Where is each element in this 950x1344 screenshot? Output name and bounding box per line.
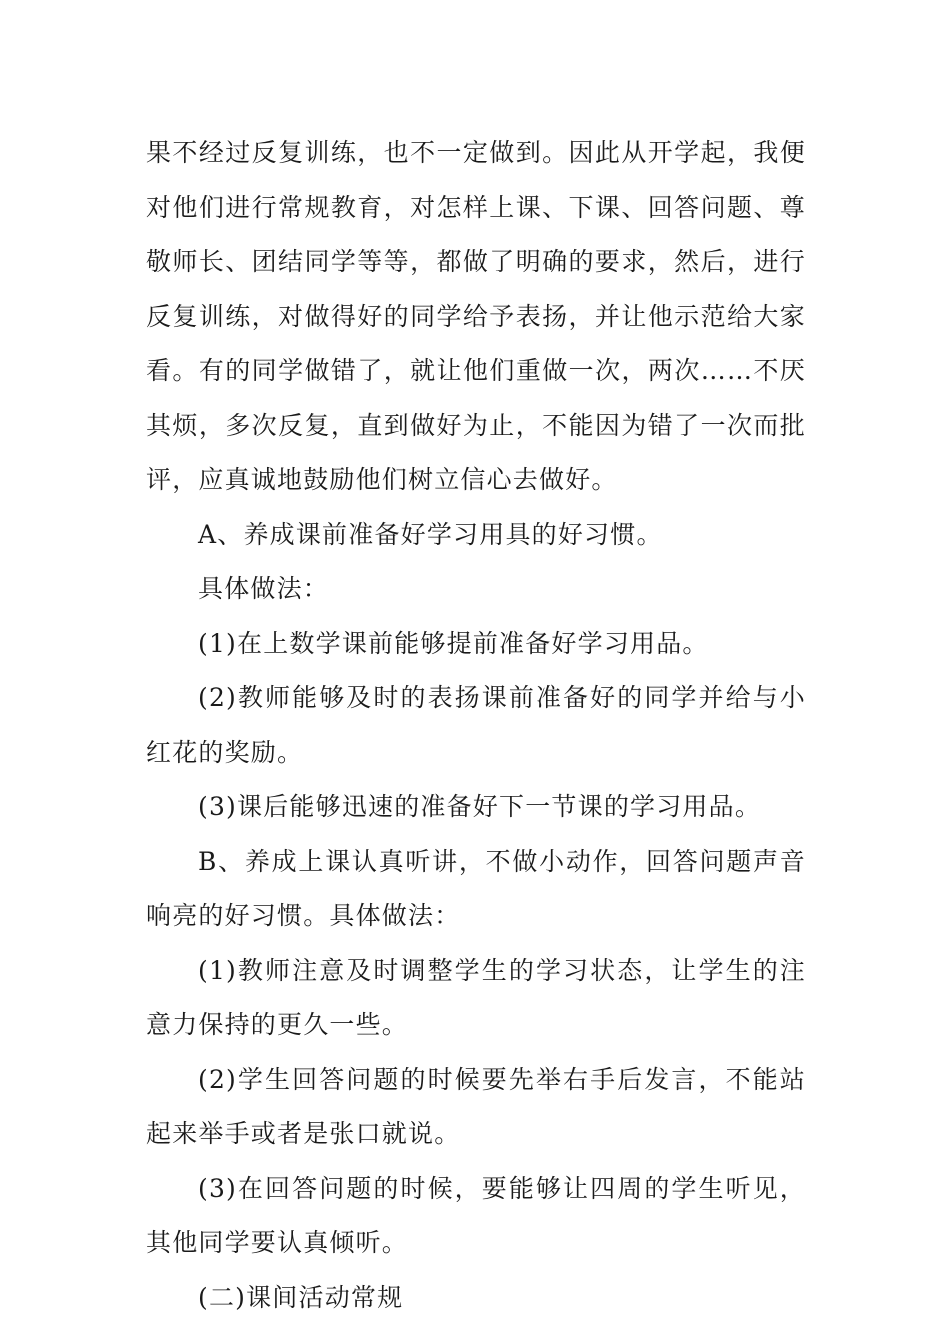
paragraph-b-item-2: (2)学生回答问题的时候要先举右手后发言，不能站起来举手或者是张口就说。 <box>146 1064 806 1148</box>
section-heading-recess: (二)课间活动常规 <box>198 1282 404 1312</box>
paragraph-a-item-3: (3)课后能够迅速的准备好下一节课的学习用品。 <box>198 792 762 821</box>
paragraph-a-item-1: (1)在上数学课前能够提前准备好学习用品。 <box>198 628 709 658</box>
paragraph-habit-a: A、养成课前准备好学习用具的好习惯。 <box>198 519 663 549</box>
paragraph-method-heading: 具体做法： <box>198 574 330 603</box>
paragraph-a-item-2: (2)教师能够及时的表扬课前准备好的同学并给与小红花的奖励。 <box>146 683 806 767</box>
paragraph-b-item-1: (1)教师注意及时调整学生的学习状态，让学生的注意力保持的更久一些。 <box>146 955 806 1039</box>
paragraph-continuation: 果不经过反复训练，也不一定做到。因此从开学起，我便对他们进行常规教育，对怎样上课、下课、回答问题、尊敬师长、团结同学等等，都做了明确的要求，然后，进行反复训练，对做得好的同学给予表扬，并让他示范给大家看。有的同学做错了，就让他们重做一次，两次……不厌其烦，多次反复，直到做好为止，不能因为错了一次而批评，应真诚地鼓励他们树立信心去做好。 <box>146 138 806 494</box>
paragraph-habit-b: B、养成上课认真听讲，不做小动作，回答问题声音响亮的好习惯。具体做法： <box>146 846 806 930</box>
document-body <box>146 126 806 1325</box>
paragraph-b-item-3: (3)在回答问题的时候，要能够让四周的学生听见，其他同学要认真倾听。 <box>146 1173 806 1257</box>
